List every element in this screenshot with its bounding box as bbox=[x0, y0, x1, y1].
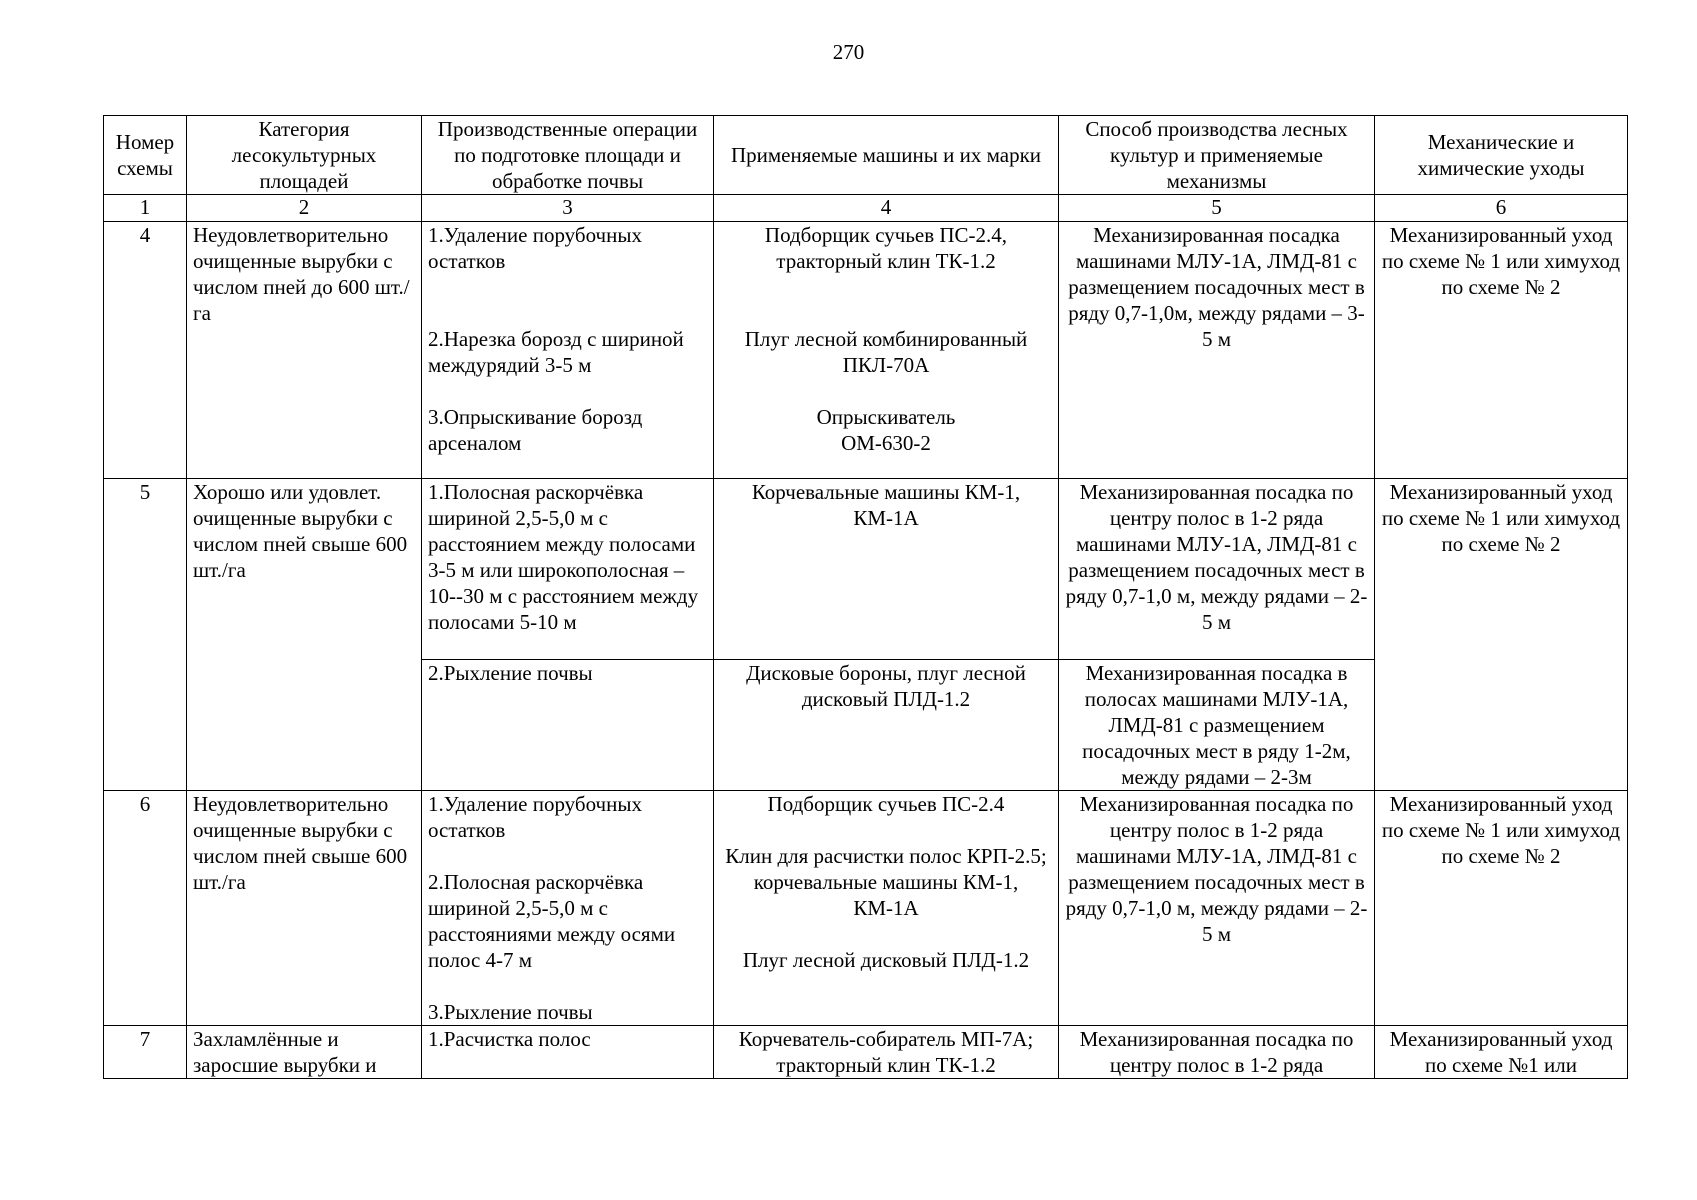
header-category: Категория лесокультурных площадей bbox=[187, 116, 422, 195]
machine-item: Опрыскиватель bbox=[816, 405, 956, 429]
header-machines: Применяемые машины и их марки bbox=[714, 116, 1059, 195]
planting-method: Механизированная посадка по центру полос в 1-2 ряда машинами МЛУ-1А, ЛМД-81 с размещением посадочных мест в ряду 0,7-1,0 м, между рядами – 2-5 м bbox=[1059, 791, 1375, 1026]
column-number-row bbox=[104, 195, 1628, 222]
operation-item: 3.Рыхление почвы bbox=[428, 1000, 593, 1024]
operation-item: 1.Полосная раскорчёвка шириной 2,5-5,0 м с расстоянием между полосами 3-5 м или широкополосная – 10--30 м с расстоянием между полосами 5-10 м bbox=[422, 479, 714, 660]
planting-method: Механизированная посадка машинами МЛУ-1А, ЛМД-81 с размещением посадочных мест в ряду 0,7-1,0м, между рядами – 3-5 м bbox=[1059, 222, 1375, 479]
operation-item: 2.Полосная раскорчёвка шириной 2,5-5,0 м с расстояниями между осями полос 4-7 м bbox=[428, 870, 676, 972]
operation-item: 1.Удаление порубочных остатков bbox=[428, 223, 642, 273]
scheme-number: 5 bbox=[104, 479, 187, 791]
machine-item: Корчевальные машины КМ-1, КМ-1А bbox=[714, 479, 1059, 660]
planting-method: Механизированная посадка в полосах машинами МЛУ-1А, ЛМД-81 с размещением посадочных мест в ряду 1-2м, между рядами – 2-3м bbox=[1059, 660, 1375, 791]
area-category: Захламлённые и заросшие вырубки и bbox=[187, 1026, 422, 1079]
machines-cell bbox=[714, 791, 1059, 1026]
header-row bbox=[104, 116, 1628, 195]
care-method: Механизированный уход по схеме №1 или bbox=[1375, 1026, 1628, 1079]
planting-method: Механизированная посадка по центру полос в 1-2 ряда bbox=[1059, 1026, 1375, 1079]
operation-item: 2.Рыхление почвы bbox=[422, 660, 714, 791]
column-number: 2 bbox=[187, 195, 422, 222]
table-row-scheme-7 bbox=[104, 1026, 1628, 1079]
operation-item: 2.Нарезка борозд с шириной междурядий 3-5 м bbox=[428, 327, 684, 377]
machine-item: Подборщик сучьев ПС-2.4 bbox=[767, 792, 1005, 816]
machine-item: Дисковые бороны, плуг лесной дисковый ПЛД-1.2 bbox=[714, 660, 1059, 791]
table-row-scheme-5a bbox=[104, 479, 1628, 660]
scheme-number: 7 bbox=[104, 1026, 187, 1079]
operation-item: 3.Опрыскивание борозд арсеналом bbox=[428, 405, 643, 455]
column-number: 6 bbox=[1375, 195, 1628, 222]
machine-item: ОМ-630-2 bbox=[841, 431, 931, 455]
operations-cell bbox=[422, 791, 714, 1026]
operation-item: 1.Расчистка полос bbox=[422, 1026, 714, 1079]
operations-cell bbox=[422, 222, 714, 479]
area-category: Неудовлетворительно очищенные вырубки с числом пней до 600 шт./га bbox=[187, 222, 422, 479]
table-row-scheme-4 bbox=[104, 222, 1628, 479]
table-row-scheme-6 bbox=[104, 791, 1628, 1026]
header-care: Механические и химические уходы bbox=[1375, 116, 1628, 195]
header-method: Способ производства лесных культур и применяемые механизмы bbox=[1059, 116, 1375, 195]
column-number: 1 bbox=[104, 195, 187, 222]
machine-item: Клин для расчистки полос КРП-2.5; корчевальные машины КМ-1, КМ-1А bbox=[725, 844, 1047, 920]
header-scheme-number: Номер схемы bbox=[104, 116, 187, 195]
area-category: Хорошо или удовлет. очищенные вырубки с числом пней свыше 600 шт./га bbox=[187, 479, 422, 791]
page-number: 270 bbox=[832, 40, 865, 64]
column-number: 4 bbox=[714, 195, 1059, 222]
scheme-number: 6 bbox=[104, 791, 187, 1026]
area-category: Неудовлетворительно очищенные вырубки с числом пней свыше 600 шт./га bbox=[187, 791, 422, 1026]
machine-item: Подборщик сучьев ПС-2.4, тракторный клин ТК-1.2 bbox=[764, 223, 1008, 273]
machine-item: Плуг лесной комбинированный ПКЛ-70А bbox=[744, 327, 1028, 377]
forest-cultures-table bbox=[103, 115, 1628, 1079]
header-operations: Производственные операции по подготовке площади и обработке почвы bbox=[422, 116, 714, 195]
machines-cell bbox=[714, 222, 1059, 479]
column-number: 5 bbox=[1059, 195, 1375, 222]
operation-item: 1.Удаление порубочных остатков bbox=[428, 792, 642, 842]
planting-method: Механизированная посадка по центру полос в 1-2 ряда машинами МЛУ-1А, ЛМД-81 с размещением посадочных мест в ряду 0,7-1,0 м, между рядами – 2-5 м bbox=[1059, 479, 1375, 660]
care-method: Механизированный уход по схеме № 1 или химуход по схеме № 2 bbox=[1375, 222, 1628, 479]
care-method: Механизированный уход по схеме № 1 или химуход по схеме № 2 bbox=[1375, 791, 1628, 1026]
care-method: Механизированный уход по схеме № 1 или химуход по схеме № 2 bbox=[1375, 479, 1628, 791]
scheme-number: 4 bbox=[104, 222, 187, 479]
machine-item: Плуг лесной дисковый ПЛД-1.2 bbox=[742, 948, 1030, 972]
column-number: 3 bbox=[422, 195, 714, 222]
machine-item: Корчеватель-собиратель МП-7А; тракторный клин ТК-1.2 bbox=[714, 1026, 1059, 1079]
